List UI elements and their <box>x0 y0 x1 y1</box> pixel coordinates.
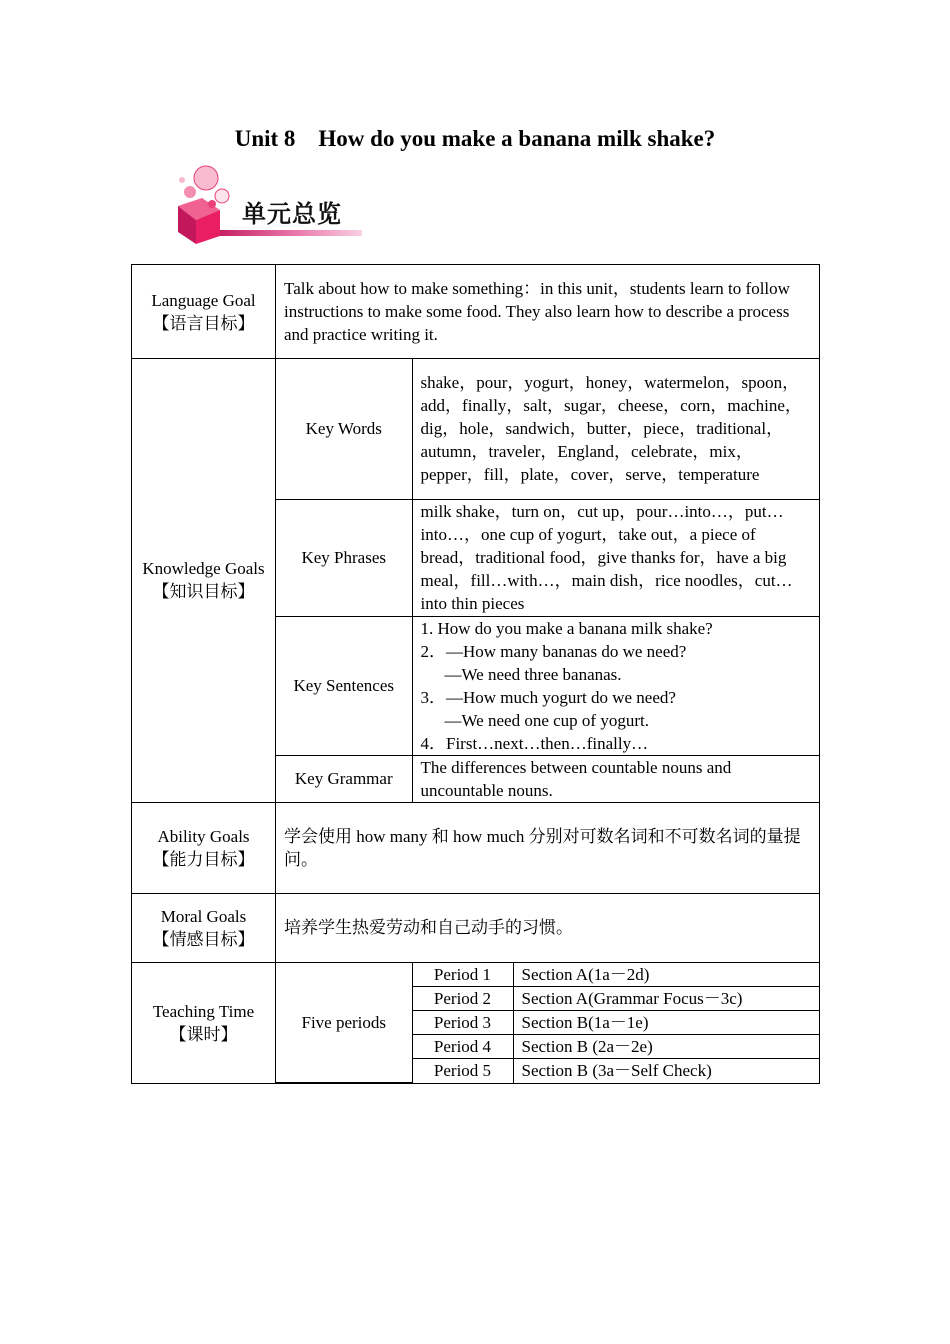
row-key-sentences <box>276 616 819 755</box>
teaching-total: Five periods <box>276 963 412 1083</box>
key-sentences-label: Key Sentences <box>276 616 412 755</box>
period-section: Section A(1a－2d) <box>513 963 819 987</box>
period-label: Period 4 <box>412 1035 513 1059</box>
row-ability-goals <box>132 802 820 893</box>
ability-goals-label: Ability Goals 【能力目标】 <box>132 802 276 893</box>
unit-overview-table <box>131 264 820 1084</box>
period-section: Section B (3a－Self Check) <box>513 1059 819 1083</box>
period-section: Section A(Grammar Focus－3c) <box>513 987 819 1011</box>
row-moral-goals <box>132 893 820 962</box>
key-grammar-text: The differences between countable nouns and uncountable nouns. <box>412 755 819 802</box>
period-section: Section B (2a－2e) <box>513 1035 819 1059</box>
ability-goals-text: 学会使用 how many 和 how much 分别对可数名词和不可数名词的量提问。 <box>276 802 820 893</box>
period-section: Section B(1a－1e) <box>513 1011 819 1035</box>
key-sentences-text: 1. How do you make a banana milk shake? 2．—How many bananas do we need? —We need three bananas. 3．—How much yogurt do we need? —We need one cup of yogurt. 4．First…next…then…finally… <box>412 616 819 755</box>
moral-goals-label: Moral Goals 【情感目标】 <box>132 893 276 962</box>
key-phrases-label: Key Phrases <box>276 499 412 616</box>
row-key-words <box>276 359 819 499</box>
row-key-phrases <box>276 499 819 616</box>
teaching-subtable <box>276 963 819 1084</box>
key-grammar-label: Key Grammar <box>276 755 412 802</box>
row-knowledge-goals <box>132 359 820 803</box>
language-goal-label: Language Goal 【语言目标】 <box>132 265 276 359</box>
key-phrases-text: milk shake，turn on，cut up，pour…into…，put…into…，one cup of yogurt，take out，a piece of bread，traditional food，give thanks for，have a big meal，fill…with…，main dish，rice noodles，cut…into thin pieces <box>412 499 819 616</box>
page-title: Unit 8 How do you make a banana milk shake? <box>234 126 716 151</box>
period-label: Period 3 <box>412 1011 513 1035</box>
row-language-goal <box>132 265 820 359</box>
key-words-label: Key Words <box>276 359 412 499</box>
section-banner <box>172 162 364 246</box>
moral-goals-text: 培养学生热爱劳动和自己动手的习惯。 <box>276 893 820 962</box>
period-label: Period 2 <box>412 987 513 1011</box>
row-key-grammar <box>276 755 819 802</box>
language-goal-text: Talk about how to make something：in this unit，students learn to follow instructions to make some food. They also learn how to describe a process and practice writing it. <box>276 265 820 359</box>
knowledge-subtable <box>276 359 819 802</box>
teaching-time-label: Teaching Time 【课时】 <box>132 962 276 1084</box>
period-row <box>276 963 819 987</box>
period-label: Period 5 <box>412 1059 513 1083</box>
row-teaching-time <box>132 962 820 1084</box>
period-label: Period 1 <box>412 963 513 987</box>
banner-label: 单元总览 <box>242 200 342 228</box>
knowledge-goals-label: Knowledge Goals 【知识目标】 <box>132 359 276 803</box>
key-words-text: shake，pour，yogurt，honey，watermelon，spoon，add，finally，salt，sugar，cheese，corn，machine，dig，hole，sandwich，butter，piece，traditional，autumn，traveler，England，celebrate，mix，pepper，fill，plate，cover，serve，temperature <box>412 359 819 499</box>
